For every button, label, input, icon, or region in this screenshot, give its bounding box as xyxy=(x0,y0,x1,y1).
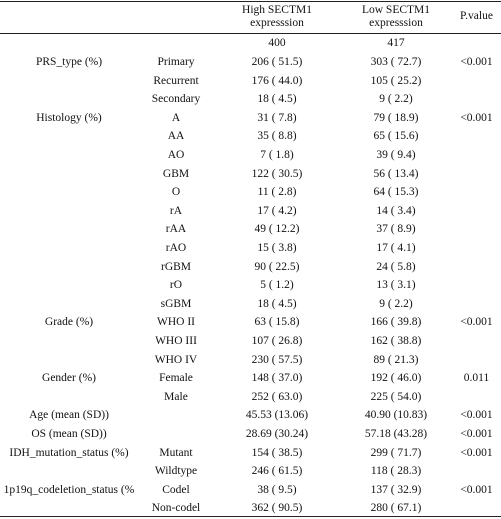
header-low-n: 417 xyxy=(387,37,405,49)
row-low-expression: 64 ( 15.3) xyxy=(373,186,419,199)
header-pvalue xyxy=(452,10,501,23)
row-low-expression: 37 ( 8.9) xyxy=(376,223,416,236)
table-row xyxy=(0,201,501,221)
row-level: rGBM xyxy=(160,260,192,273)
row-low-expression: 225 ( 54.0) xyxy=(370,390,422,403)
table-row xyxy=(0,275,501,295)
row-high-expression: 15 ( 3.8) xyxy=(257,242,297,254)
table-row xyxy=(0,89,501,109)
table-row xyxy=(0,350,501,370)
row-level: Wildtype xyxy=(154,465,198,478)
row-high-expression: 45.53 (13.06) xyxy=(245,409,309,422)
row-pvalue: <0.001 xyxy=(460,409,493,422)
table-row xyxy=(0,52,501,72)
header-high-line1: High SECTM1 xyxy=(242,4,312,16)
table-row xyxy=(0,145,501,165)
row-low-expression: 89 ( 21.3) xyxy=(373,353,419,366)
row-high-expression: 35 ( 8.8) xyxy=(257,130,297,143)
row-low-expression: 65 ( 15.6) xyxy=(373,130,419,143)
header-low-line1: Low SECTM1 xyxy=(361,4,431,16)
row-variable: Histology (%) xyxy=(36,111,102,124)
header-low-expression xyxy=(340,4,452,30)
row-level: GBM xyxy=(162,167,190,180)
row-level: Recurrent xyxy=(153,74,199,87)
row-high-expression: 11 ( 2.8) xyxy=(257,186,297,199)
row-pvalue: <0.001 xyxy=(460,111,493,124)
header-high-line2: expresssion xyxy=(250,17,304,29)
header-pvalue-label: P.value xyxy=(460,10,493,22)
row-high-expression: 31 ( 7.8) xyxy=(257,111,297,124)
table-row xyxy=(0,294,501,314)
row-low-expression: 56 ( 13.4) xyxy=(373,167,419,180)
row-high-expression: 49 ( 12.2) xyxy=(254,223,300,236)
row-variable: 1p19q_codeletion_status (% xyxy=(3,483,135,496)
row-low-expression: 303 ( 72.7) xyxy=(370,56,422,68)
table-row xyxy=(0,405,501,425)
row-level: O xyxy=(171,186,181,199)
row-low-expression: 57.18 (43.28) xyxy=(364,428,428,440)
row-high-expression: 38 ( 9.5) xyxy=(257,483,297,496)
row-variable: PRS_type (%) xyxy=(35,56,103,68)
row-high-expression: 7 ( 1.8) xyxy=(260,149,294,161)
row-low-expression: 14 ( 3.4) xyxy=(376,204,416,217)
row-high-expression: 230 ( 57.5) xyxy=(251,353,303,366)
table-row xyxy=(0,182,501,202)
row-high-expression: 5 ( 1.2) xyxy=(260,279,294,292)
table-row xyxy=(0,126,501,146)
row-level: Primary xyxy=(157,56,195,68)
table-row xyxy=(0,164,501,184)
row-level: Female xyxy=(159,372,193,385)
row-level: rA xyxy=(169,204,183,217)
row-level: Codel xyxy=(162,483,190,496)
table-row xyxy=(0,480,501,500)
row-high-expression: 17 ( 4.2) xyxy=(257,204,297,217)
row-high-expression: 252 ( 63.0) xyxy=(251,390,303,403)
row-low-expression: 79 ( 18.9) xyxy=(373,111,419,124)
top-rule xyxy=(0,1,501,2)
header-high-expression xyxy=(214,4,340,30)
table-row xyxy=(0,331,501,351)
table-row xyxy=(0,443,501,463)
table-row xyxy=(0,387,501,407)
row-pvalue: <0.001 xyxy=(460,446,493,459)
row-high-expression: 206 ( 51.5) xyxy=(251,56,303,68)
row-high-expression: 90 ( 22.5) xyxy=(254,260,300,273)
row-low-expression: 9 ( 2.2) xyxy=(379,93,413,106)
row-high-expression: 107 ( 26.8) xyxy=(251,335,303,347)
row-low-expression: 162 ( 38.8) xyxy=(370,335,422,347)
row-level: WHO II xyxy=(157,316,195,329)
table-row xyxy=(0,257,501,277)
header-low-line2: expresssion xyxy=(369,17,423,29)
row-level: WHO III xyxy=(155,335,197,347)
row-level: Secondary xyxy=(151,93,201,106)
row-low-expression: 40.90 (10.83) xyxy=(364,409,428,422)
row-pvalue: <0.001 xyxy=(460,483,493,496)
row-level: rAA xyxy=(165,223,187,236)
row-high-expression: 148 ( 37.0) xyxy=(251,372,303,385)
table-row xyxy=(0,219,501,239)
table-row xyxy=(0,71,501,91)
row-variable: OS (mean (SD)) xyxy=(31,428,107,440)
row-level: Male xyxy=(164,390,188,403)
row-level: rO xyxy=(169,279,183,292)
row-low-expression: 9 ( 2.2) xyxy=(379,297,413,310)
row-high-expression: 362 ( 90.5) xyxy=(251,502,303,515)
row-level: rAO xyxy=(165,242,187,254)
row-level: AO xyxy=(167,149,185,161)
row-low-expression: 299 ( 71.7) xyxy=(370,446,422,459)
row-pvalue: 0.011 xyxy=(463,372,490,385)
row-variable: Gender (%) xyxy=(42,372,96,385)
row-pvalue: <0.001 xyxy=(460,316,493,329)
header-high-n: 400 xyxy=(268,37,286,49)
table-row xyxy=(0,461,501,481)
table-row xyxy=(0,424,501,444)
row-low-expression: 192 ( 46.0) xyxy=(370,372,422,385)
table-row xyxy=(0,108,501,128)
row-high-expression: 176 ( 44.0) xyxy=(251,74,303,87)
row-high-expression: 18 ( 4.5) xyxy=(257,297,297,310)
header-rule xyxy=(0,33,501,34)
row-pvalue: <0.001 xyxy=(460,428,493,440)
row-low-expression: 24 ( 5.8) xyxy=(376,260,416,273)
row-low-expression: 166 ( 39.8) xyxy=(370,316,422,329)
row-pvalue: <0.001 xyxy=(460,56,493,68)
row-high-expression: 122 ( 30.5) xyxy=(251,167,303,180)
row-low-expression: 13 ( 3.1) xyxy=(376,279,416,292)
row-variable: Grade (%) xyxy=(44,316,94,329)
row-level: Mutant xyxy=(159,446,193,459)
row-low-expression: 39 ( 9.4) xyxy=(376,149,416,161)
row-high-expression: 154 ( 38.5) xyxy=(251,446,303,459)
row-high-expression: 28.69 (30.24) xyxy=(245,428,309,440)
row-low-expression: 118 ( 28.3) xyxy=(370,465,422,478)
row-high-expression: 63 ( 15.8) xyxy=(254,316,300,329)
row-low-expression: 280 ( 67.1) xyxy=(370,502,422,515)
row-variable: IDH_mutation_status (%) xyxy=(9,446,129,459)
row-high-expression: 18 ( 4.5) xyxy=(257,93,297,106)
row-low-expression: 105 ( 25.2) xyxy=(370,74,422,87)
bottom-rule xyxy=(0,516,501,517)
table-row xyxy=(0,238,501,258)
row-level: AA xyxy=(167,130,185,143)
row-high-expression: 246 ( 61.5) xyxy=(251,465,303,478)
row-level: sGBM xyxy=(160,297,192,310)
table-row xyxy=(0,368,501,388)
row-low-expression: 17 ( 4.1) xyxy=(376,242,416,254)
row-level: A xyxy=(171,111,181,124)
row-level: WHO IV xyxy=(154,353,198,366)
table-row xyxy=(0,312,501,332)
row-variable: Age (mean (SD)) xyxy=(29,409,109,422)
row-level: Non-codel xyxy=(151,502,201,515)
row-low-expression: 137 ( 32.9) xyxy=(370,483,422,496)
